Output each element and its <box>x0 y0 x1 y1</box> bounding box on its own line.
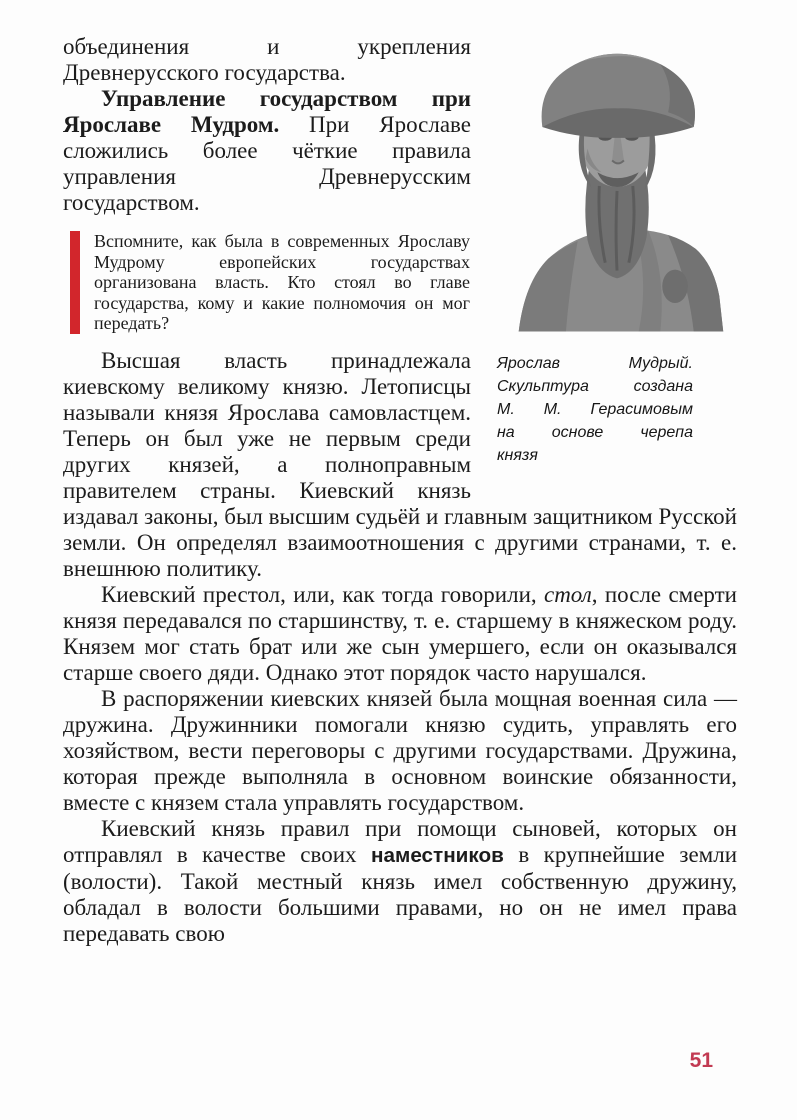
figure-caption <box>485 352 693 467</box>
text-run: наместников <box>371 843 504 867</box>
text-run: Управление государством при Ярославе Мудром. <box>63 86 471 137</box>
text-run: Киевский престол, или, как тогда говорили, <box>101 581 544 607</box>
caption-line: князя <box>497 447 538 464</box>
text-run: При Ярославе сложились более чёткие правила управления Древнерусским государством. <box>63 112 471 215</box>
figure-yaroslav <box>485 36 737 467</box>
paragraph <box>63 686 737 816</box>
text-run: В распоряжении киевских князей была мощная военная сила — дружина. Дружинники помогали князю судить, управлять его хозяйством, вести переговоры с другими государствами. Дружина, которая прежде выполняла в основном воинские обязанности, вместе с князем стала управлять государством. <box>63 685 737 815</box>
caption-line: на основе черепа <box>497 424 693 441</box>
paragraph <box>63 582 737 686</box>
caption-line: Ярослав Мудрый. <box>497 355 693 372</box>
question-block <box>70 231 470 334</box>
text-run: стол <box>543 581 592 607</box>
text-run: в крупнейшие земли (волости). Такой местный князь имел собственную дружину, обладал в волости большими правами, но он не имел права передавать свою <box>63 841 738 946</box>
text-run: объединения и укрепления Древнерусского государства. <box>63 34 471 85</box>
page-number: 51 <box>689 1049 713 1072</box>
caption-line: М. М. Герасимовым <box>497 401 693 418</box>
yaroslav-bust-image <box>501 36 737 336</box>
paragraph <box>63 816 737 947</box>
text-run: , после смерти князя передавался по старшинству, т. е. старшему в княжеском роду. Князем мог стать брат или же сын умершего, если он оказывался старше своего дяди. Однако этот порядок часто нарушался. <box>63 581 737 685</box>
page-content <box>63 34 737 947</box>
question-text: Вспомните, как была в современных Ярославу Мудрому европейских государствах организована власть. Кто стоял во главе государства, кому и какие полномочия он мог передать? <box>94 231 470 333</box>
red-accent-bar <box>70 231 80 334</box>
text-run: Киевский князь правил при помощи сыновей, которых он отправлял в качестве своих <box>63 815 737 867</box>
text-run: Высшая власть принадлежала киевскому великому князю. Летописцы называли князя Ярослава самовластцем. Теперь он был уже не первым среди других князей, а полноправным правителем страны. Киевский князь издавал законы, был высшим судьёй и главным защитником Русской земли. Он определял взаимоотношения с другими странами, т. е. внешнюю политику. <box>63 347 737 581</box>
caption-line: Скульптура создана <box>497 378 693 395</box>
